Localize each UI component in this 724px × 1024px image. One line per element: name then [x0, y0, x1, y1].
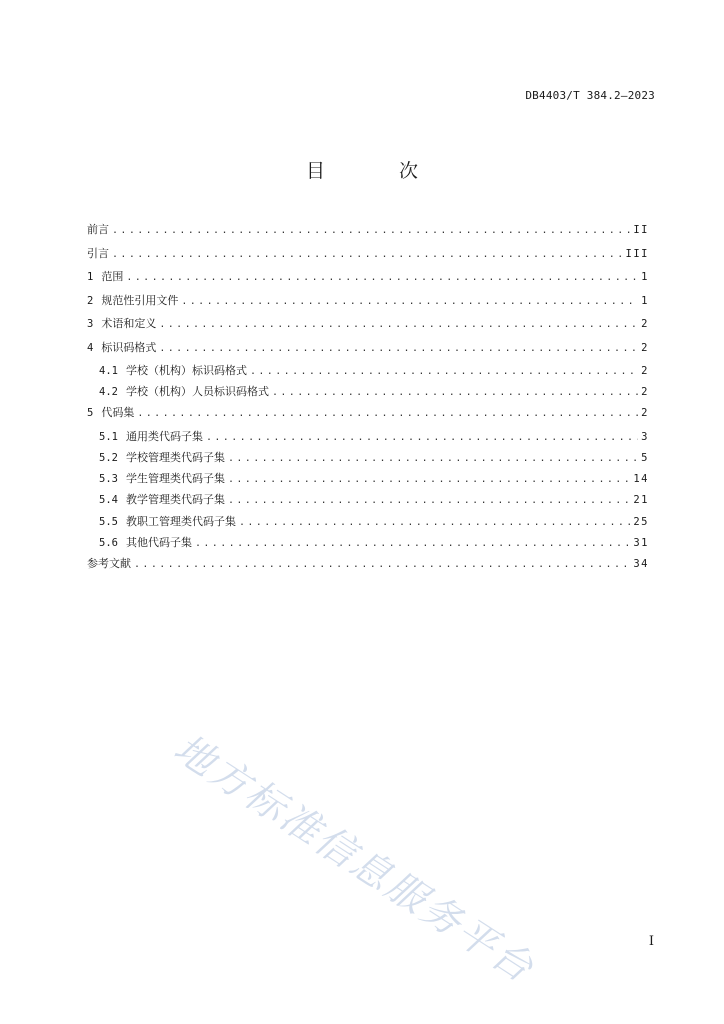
toc-entry-number: 4	[87, 341, 94, 354]
toc-entry-number: 3	[87, 318, 94, 330]
toc-entry-page: 1	[641, 271, 649, 283]
toc-dot-leader	[159, 319, 638, 330]
toc-entry-title: 学校（机构）人员标识码格式	[125, 385, 269, 399]
toc-entry[interactable]	[87, 449, 649, 470]
toc-entry-number: 5.1	[99, 430, 118, 443]
toc-entry[interactable]	[87, 491, 649, 512]
toc-entry-title: 教职工管理类代码子集	[125, 514, 236, 528]
toc-entry[interactable]	[87, 404, 649, 428]
toc-dot-leader	[228, 474, 630, 485]
toc-entry-title: 学校管理类代码子集	[125, 451, 225, 465]
toc-entry-page: II	[633, 224, 649, 236]
toc-entry-page: 2	[641, 365, 649, 377]
toc-entry-number: 5.4	[99, 494, 118, 507]
toc-entry-number: 2	[87, 294, 94, 307]
toc-entry[interactable]	[87, 221, 649, 245]
toc-entry-number: 5	[87, 407, 94, 420]
watermark: 地方标准信息服务平台	[165, 726, 543, 993]
toc-entry-number: 4.2	[99, 386, 118, 399]
toc-entry-page: 21	[633, 494, 649, 507]
toc-entry[interactable]	[87, 339, 649, 363]
toc-entry[interactable]	[87, 534, 649, 555]
toc-entry-page: 31	[633, 536, 649, 549]
toc-dot-leader	[272, 387, 638, 398]
toc-entry-title: 学校（机构）标识码格式	[125, 364, 247, 377]
toc-dot-leader	[134, 559, 630, 570]
toc-entry-page: 2	[641, 341, 649, 354]
toc-entry-page: III	[625, 247, 649, 260]
toc-entry-page: 25	[633, 515, 649, 528]
toc-entry-page: 34	[633, 558, 649, 570]
toc-entry-title: 教学管理类代码子集	[125, 493, 225, 507]
toc-entry-title: 术语和定义	[101, 317, 157, 330]
toc-dot-leader	[159, 343, 638, 354]
toc-entry-number: 5.6	[99, 536, 118, 549]
toc-entry-title: 通用类代码子集	[125, 429, 203, 443]
toc-entry-number: 1	[87, 271, 94, 283]
toc-entry[interactable]	[87, 315, 649, 339]
toc-entry-title: 范围	[101, 270, 124, 283]
toc-entry[interactable]	[87, 268, 649, 292]
toc-entry-page: 2	[641, 386, 649, 399]
toc-dot-leader	[250, 366, 638, 377]
toc-entry[interactable]	[87, 428, 649, 449]
toc-dot-leader	[228, 495, 630, 506]
toc-dot-leader	[206, 432, 638, 443]
toc-entry-title: 规范性引用文件	[101, 293, 179, 307]
toc-entry-number: 4.1	[99, 365, 118, 377]
toc-dot-leader	[112, 225, 630, 236]
toc-entry-page: 2	[641, 318, 649, 330]
toc-entry[interactable]	[87, 513, 649, 534]
toc-entry-page: 1	[641, 294, 649, 307]
toc-entry[interactable]	[87, 362, 649, 383]
toc-dot-leader	[181, 296, 638, 307]
toc-entry[interactable]	[87, 292, 649, 316]
toc-entry[interactable]	[87, 555, 649, 579]
toc-entry-number: 5.3	[99, 473, 118, 486]
toc-title: 目 次	[305, 160, 453, 182]
toc-dot-leader	[195, 538, 630, 549]
toc-entry-title: 学生管理类代码子集	[125, 472, 225, 486]
toc-dot-leader	[239, 517, 630, 528]
toc-entry-title: 标识码格式	[101, 340, 157, 354]
page-number: I	[648, 934, 654, 949]
toc-dot-leader	[228, 453, 638, 464]
toc-entry-page: 2	[641, 407, 649, 420]
toc-entry-page: 3	[641, 430, 649, 443]
table-of-contents	[87, 221, 649, 579]
toc-entry-title: 前言	[87, 223, 109, 236]
toc-dot-leader	[112, 249, 623, 260]
toc-dot-leader	[126, 272, 638, 283]
toc-entry-title: 代码集	[101, 406, 135, 420]
toc-entry-number: 5.5	[99, 515, 118, 528]
toc-entry-title: 参考文献	[87, 557, 131, 570]
toc-entry[interactable]	[87, 470, 649, 491]
toc-entry[interactable]	[87, 245, 649, 269]
toc-entry-title: 引言	[87, 246, 109, 260]
toc-entry-number: 5.2	[99, 452, 118, 465]
toc-entry[interactable]	[87, 383, 649, 404]
document-code: DB4403/T 384.2—2023	[525, 89, 655, 102]
toc-dot-leader	[137, 408, 638, 419]
toc-entry-page: 14	[633, 473, 649, 486]
toc-entry-title: 其他代码子集	[125, 535, 192, 549]
toc-entry-page: 5	[641, 452, 649, 465]
